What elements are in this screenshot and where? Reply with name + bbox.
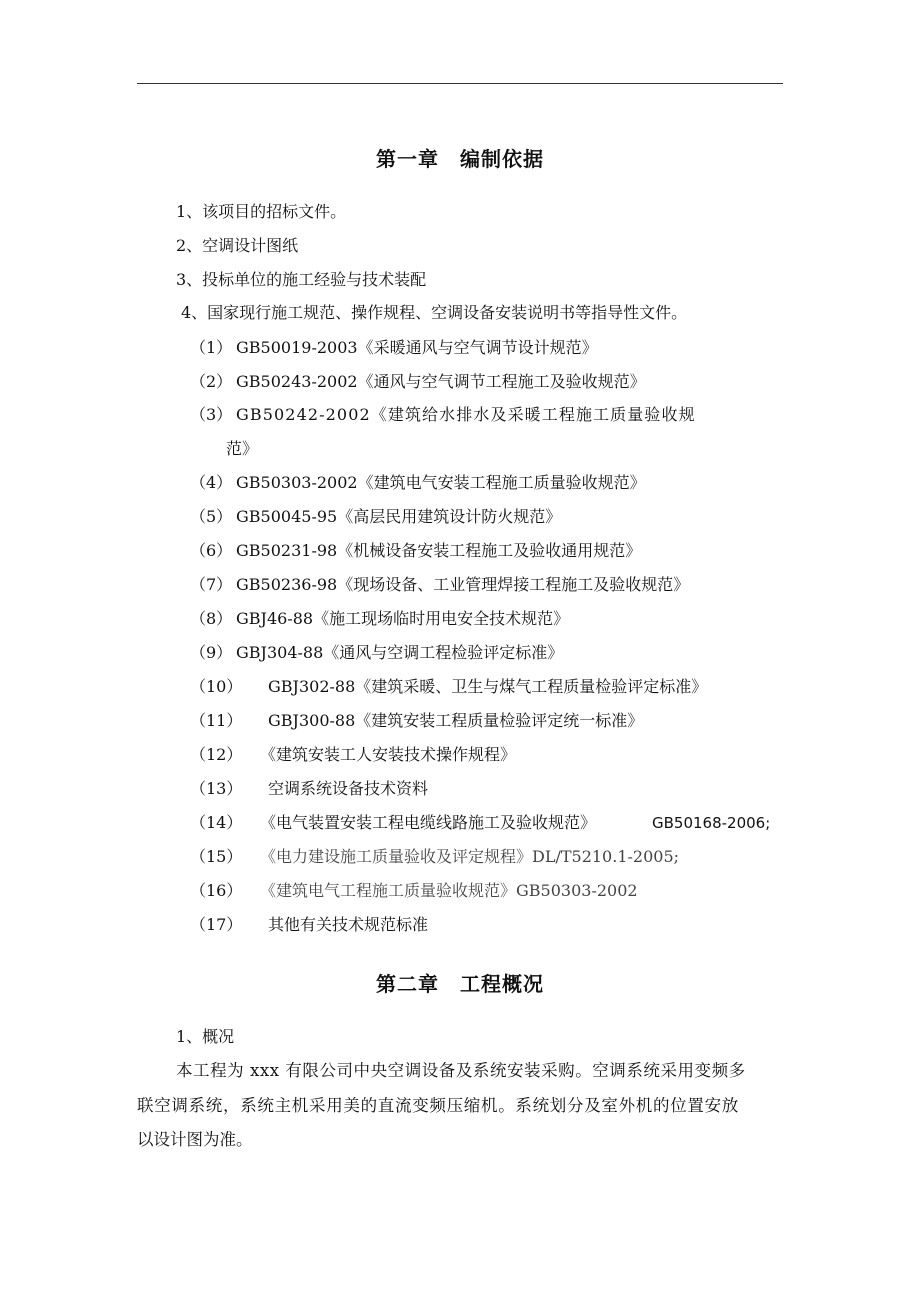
ref-text: GB50242-2002《建筑给水排水及采暖工程施工质量验收规 xyxy=(236,405,696,424)
ref-text: 《建筑电气工程施工质量验收规范》GB50303-2002 xyxy=(260,881,638,900)
ref-text: 《建筑安装工人安装技术操作规程》 xyxy=(260,745,517,764)
chapter-1-title: 第一章 编制依据 xyxy=(376,147,544,171)
ref-number: （13） xyxy=(190,779,243,798)
ref-text: GB50231-98《机械设备安装工程施工及验收通用规范》 xyxy=(236,541,642,560)
ref-number: （11） xyxy=(190,711,243,730)
header-rule xyxy=(137,83,783,84)
overview-paragraph-line-3: 以设计图为准。 xyxy=(137,1130,253,1149)
overview-subheading: 1、概况 xyxy=(176,1027,235,1046)
ref-text: GBJ300-88《建筑安装工程质量检验评定统一标准》 xyxy=(268,711,644,730)
ref-text: GB50303-2002《建筑电气安装工程施工质量验收规范》 xyxy=(236,473,646,492)
ref-number: （9） xyxy=(190,643,233,662)
basis-item-2: 2、空调设计图纸 xyxy=(176,236,299,255)
ref-number: （12） xyxy=(190,745,243,764)
chapter-2-title: 第二章 工程概况 xyxy=(376,972,544,996)
basis-item-4: 4、国家现行施工规范、操作规程、空调设备安装说明书等指导性文件。 xyxy=(181,303,688,322)
ref-text: GBJ302-88《建筑采暖、卫生与煤气工程质量检验评定标准》 xyxy=(268,677,708,696)
ref-number: （10） xyxy=(190,677,243,696)
ref-number: （7） xyxy=(190,575,233,594)
overview-paragraph-line-1: 本工程为 xxx 有限公司中央空调设备及系统安装采购。空调系统采用变频多 xyxy=(176,1061,746,1080)
ref-number: （3） xyxy=(190,405,233,424)
ref-text: GBJ46-88《施工现场临时用电安全技术规范》 xyxy=(236,609,570,628)
ref-text: 其他有关技术规范标准 xyxy=(268,915,429,934)
ref-text: GB50236-98《现场设备、工业管理焊接工程施工及验收规范》 xyxy=(236,575,690,594)
ref-number: （8） xyxy=(190,609,233,628)
ref-text: GB50045-95《高层民用建筑设计防火规范》 xyxy=(236,507,562,526)
basis-item-3: 3、投标单位的施工经验与技术装配 xyxy=(176,270,427,289)
ref-text: GBJ304-88《通风与空调工程检验评定标准》 xyxy=(236,643,564,662)
ref-number: （2） xyxy=(190,372,233,391)
ref-text: 空调系统设备技术资料 xyxy=(268,779,429,798)
basis-item-1: 1、该项目的招标文件。 xyxy=(176,202,347,221)
ref-standard-code: GB50168-2006; xyxy=(652,814,771,832)
ref-text: 《电气装置安装工程电缆线路施工及验收规范》 xyxy=(260,813,597,832)
ref-text-continuation: 范》 xyxy=(226,439,259,458)
ref-number: （6） xyxy=(190,541,233,560)
ref-number: （4） xyxy=(190,473,233,492)
overview-paragraph-line-2: 联空调系统，系统主机采用美的直流变频压缩机。系统划分及室外机的位置安放 xyxy=(137,1096,739,1115)
ref-number: （15） xyxy=(190,847,243,866)
ref-text: GB50243-2002《通风与空气调节工程施工及验收规范》 xyxy=(236,372,646,391)
ref-number: （16） xyxy=(190,881,243,900)
ref-text: GB50019-2003《采暖通风与空气调节设计规范》 xyxy=(236,338,598,357)
ref-number: （17） xyxy=(190,915,243,934)
ref-text: 《电力建设施工质量验收及评定规程》DL/T5210.1-2005; xyxy=(260,847,680,866)
ref-number: （14） xyxy=(190,813,243,832)
ref-number: （5） xyxy=(190,507,233,526)
ref-number: （1） xyxy=(190,338,233,357)
